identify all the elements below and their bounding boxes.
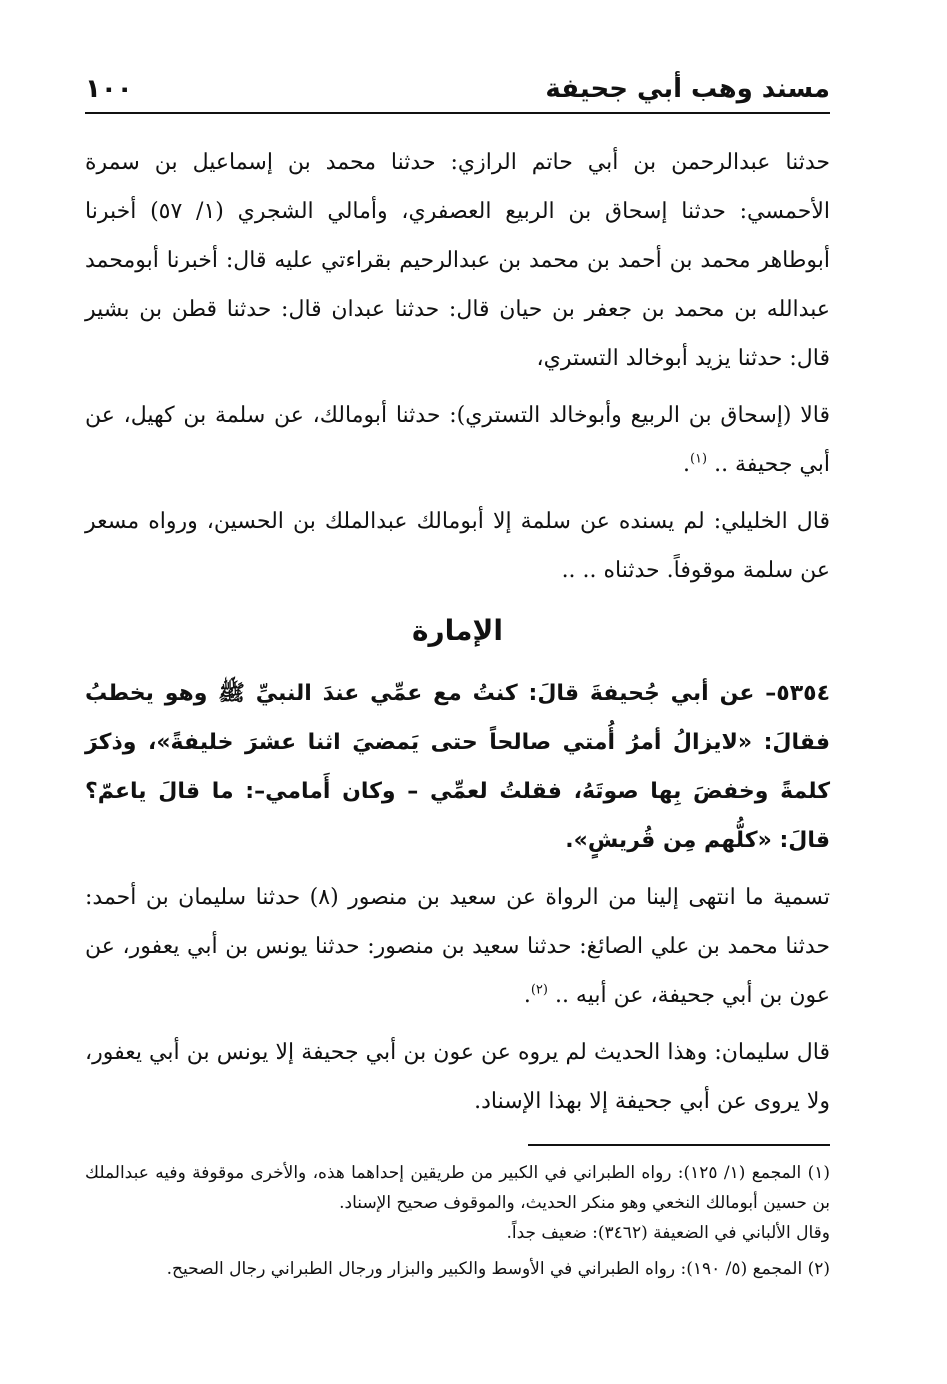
paragraph-isnad-2-text: قالا (إسحاق بن الربيع وأبوخالد التستري): حدثنا أبومالك، عن سلمة بن كهيل، عن أبي جحيفة .. [85,403,830,477]
paragraph-isnad-2-end: . [682,452,690,477]
main-text [85,138,830,1126]
page-number: ١٠٠ [85,74,133,104]
paragraph-narrators [85,873,830,1020]
paragraph-narrators-text: تسمية ما انتهى إلينا من الرواة عن سعيد بن منصور (٨) حدثنا سليمان بن أحمد: حدثنا محمد بن علي الصائغ: حدثنا سعيد بن منصور: حدثنا يونس بن أبي يعفور، عن عون بن أبي جحيفة، عن أبيه .. [85,885,830,1008]
paragraph-narrators-end: . [523,983,531,1008]
footnote-divider [528,1144,830,1146]
hadith-text: ٥٣٥٤– عن أبي جُحيفةَ قالَ: كنتُ مع عمِّي عندَ النبيِّ ﷺ وهو يخطبُ فقالَ: «لايزالُ أمرُ أُمتي صالحاً حتى يَمضيَ اثنا عشرَ خليفةً»، وذكرَ كلمةً وخفضَ بِها صوتَهُ، فقلتُ لعمِّي – وكان أَمامي–: ما قالَ ياعمّ؟ قالَ: «كلُّهم مِن قُريشٍ». [85,681,830,853]
paragraph-sulayman: قال سليمان: وهذا الحديث لم يروه عن عون بن أبي جحيفة إلا يونس بن أبي يعفور، ولا يروى عن أبي جحيفة إلا بهذا الإسناد. [85,1040,830,1114]
document-page [85,72,830,1290]
footnote-2: (٢) المجمع (٥/ ١٩٠): رواه الطبراني في الأوسط والكبير والبزار ورجال الطبراني رجال الصحيح. [166,1259,830,1279]
paragraph-isnad-2 [85,391,830,489]
page-header [85,72,830,114]
paragraph-khalili: قال الخليلي: لم يسنده عن سلمة إلا أبومالك عبدالملك بن الحسين، ورواه مسعر عن سلمة موقوفاً. حدثناه .. .. [85,509,830,583]
paragraph-isnad-1: حدثنا عبدالرحمن بن أبي حاتم الرازي: حدثنا محمد بن إسماعيل بن سمرة الأحمسي: حدثنا إسحاق بن الربيع العصفري، وأمالي الشجري (١/ ٥٧) أخبرنا أبوطاهر محمد بن أحمد بن محمد بن عبدالرحيم بقراءتي عليه قال: أخبرنا أبومحمد عبدالله بن محمد بن جعفر بن حيان قال: حدثنا عبدان قال: حدثنا قطن بن بشير قال: حدثنا يزيد أبوخالد التستري، [85,150,831,371]
footnote-ref-2[interactable]: (٢) [530,982,548,998]
footnotes [85,1158,830,1284]
footnote-ref-1[interactable]: (١) [689,451,708,467]
running-title: مسند وهب أبي جحيفة [545,74,830,104]
footnote-1-main: (١) المجمع (١/ ١٢٥): رواه الطبراني في الكبير من طريقين إحداهما هذه، والأخرى موقوفة وفيه عبدالملك بن حسين أبومالك النخعي وهو منكر الحديث، والموقوف صحيح الإسناد. [85,1163,830,1213]
section-title: الإمارة [412,614,503,647]
footnote-1 [85,1158,830,1248]
footnote-1-albani: وقال الألباني في الضعيفة (٣٤٦٢): ضعيف جداً. [506,1223,830,1243]
